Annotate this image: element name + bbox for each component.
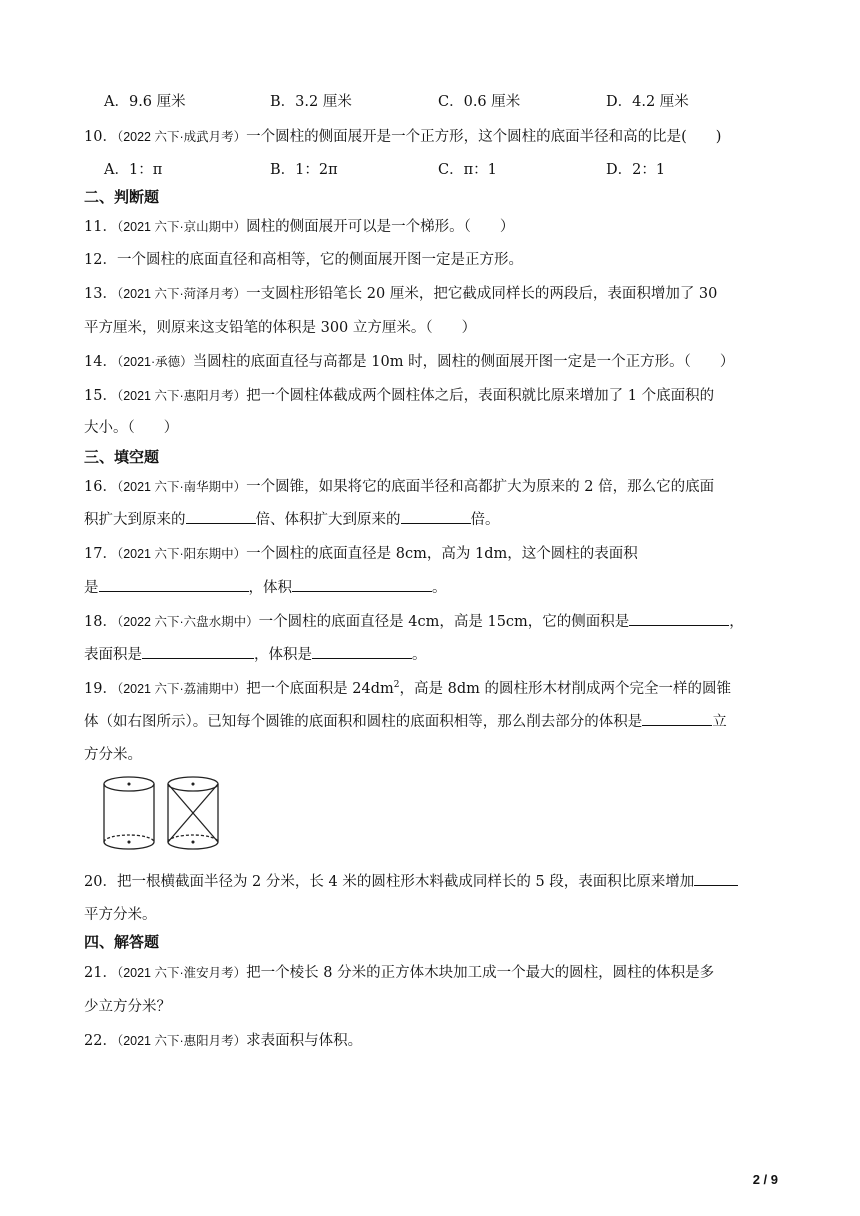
question-text: ，高是 8dm 的圆柱形木材削成两个完全一样的圆锥 [399, 681, 731, 697]
question-source: （2021·承德） [116, 355, 193, 369]
question-text: 倍。 [470, 512, 500, 528]
question-17-cont [84, 576, 784, 597]
question-number: 13． [84, 286, 117, 302]
q9-option-c: C．0.6 厘米 [438, 94, 521, 110]
question-text: 把一根横截面半径为 2 分米，长 4 米的圆柱形木料截成同样长的 5 段，表面积比原来增加 [116, 874, 695, 890]
question-source: （2022 六下·六盘水期中） [116, 615, 259, 629]
question-text: 圆柱的侧面展开可以是一个梯形。（ ） [246, 219, 515, 235]
question-source: （2021 六下·荔浦期中） [116, 682, 247, 696]
question-number: 10． [84, 129, 117, 145]
question-text: ，体积是 [254, 647, 312, 663]
question-16-cont [84, 508, 784, 529]
question-text: 是 [84, 580, 99, 596]
q10-option-d: D．2：1 [606, 162, 666, 178]
question-source: （2021 六下·南华期中） [116, 480, 247, 494]
answer-blank[interactable] [186, 509, 256, 524]
question-text: 一个圆锥，如果将它的底面半径和高都扩大为原来的 2 倍，那么它的底面 [246, 479, 715, 495]
question-source: （2021 六下·淮安月考） [116, 966, 247, 980]
answer-blank[interactable] [142, 644, 254, 659]
answer-blank[interactable] [694, 871, 738, 886]
question-18 [84, 610, 784, 631]
question-14 [84, 350, 784, 371]
question-text: 积扩大到原来的 [84, 512, 186, 528]
question-text: 把一个圆柱体截成两个圆柱体之后，表面积就比原来增加了 1 个底面积的 [246, 388, 715, 404]
question-text: 。 [412, 647, 427, 663]
superscript: 2 [393, 680, 400, 691]
section-heading-judgment: 二、判断题 [84, 188, 160, 206]
question-text: 。 [432, 580, 447, 596]
question-19 [84, 677, 784, 698]
answer-blank[interactable] [401, 509, 471, 524]
question-18-cont [84, 643, 784, 664]
answer-blank[interactable] [99, 577, 249, 592]
question-text: 一个圆柱的底面直径是 8cm，高为 1dm，这个圆柱的表面积 [246, 546, 638, 562]
question-11 [84, 215, 784, 236]
question-text: 立 [712, 714, 727, 730]
question-20-cont [84, 903, 784, 924]
question-source: （2021 六下·菏泽月考） [116, 287, 247, 301]
answer-blank[interactable] [642, 711, 712, 726]
q10-option-b: B．1：2π [270, 162, 338, 178]
q9-option-b: B．3.2 厘米 [270, 94, 352, 110]
question-21-cont [84, 995, 784, 1016]
question-number: 17． [84, 546, 117, 562]
question-number: 16． [84, 479, 117, 495]
question-16 [84, 475, 784, 496]
question-source: （2021 六下·阳东期中） [116, 547, 247, 561]
question-19-cont [84, 710, 784, 731]
answer-blank[interactable] [629, 611, 729, 626]
question-text: 少立方分米？ [84, 999, 171, 1015]
question-number: 18． [84, 614, 117, 630]
question-number: 11． [84, 219, 117, 235]
question-text: 一个圆柱的侧面展开是一个正方形，这个圆柱的底面半径和高的比是( ) [246, 129, 722, 145]
question-source: （2021 六下·惠阳月考） [116, 1034, 247, 1048]
question-text: 平方分米。 [84, 907, 157, 923]
question-text: 倍、体积扩大到原来的 [255, 512, 401, 528]
question-text: 表面积是 [84, 647, 142, 663]
question-13 [84, 282, 784, 303]
question-19-cont2 [84, 743, 784, 764]
section-heading-fill-blank: 三、填空题 [84, 448, 160, 466]
question-text: ， [729, 614, 744, 630]
question-text: 把一个棱长 8 分米的正方体木块加工成一个最大的圆柱，圆柱的体积是多 [246, 965, 715, 981]
section-heading-solve: 四、解答题 [84, 933, 160, 951]
question-text: 一个圆柱的底面直径是 4cm，高是 15cm，它的侧面积是 [258, 614, 630, 630]
question-number: 12． [84, 252, 117, 268]
question-text: 体（如右图所示）。已知每个圆锥的底面积和圆柱的底面积相等，那么削去部分的体积是 [84, 714, 643, 730]
question-text: ，体积 [248, 580, 292, 596]
question-22 [84, 1029, 784, 1050]
question-text: 把一个底面积是 24dm [246, 681, 394, 697]
q10-option-c: C．π：1 [438, 162, 497, 178]
question-source: （2022 六下·成武月考） [116, 130, 247, 144]
question-text: 方分米。 [84, 747, 142, 763]
question-number: 22． [84, 1033, 117, 1049]
question-15-cont [84, 416, 784, 437]
question-17 [84, 542, 784, 563]
q9-option-d: D．4.2 厘米 [606, 94, 689, 110]
question-source: （2021 六下·惠阳月考） [116, 389, 247, 403]
question-text: 当圆柱的底面直径与高都是 10m 时，圆柱的侧面展开图一定是一个正方形。（ ） [192, 354, 735, 370]
question-text: 平方厘米，则原来这支铅笔的体积是 300 立方厘米。（ ） [84, 320, 477, 336]
question-number: 21． [84, 965, 117, 981]
question-12 [84, 248, 784, 269]
question-number: 19． [84, 681, 117, 697]
q9-option-a: A．9.6 厘米 [104, 94, 186, 110]
question-20 [84, 870, 784, 891]
question-text: 大小。（ ） [84, 420, 179, 436]
question-text: 一支圆柱形铅笔长 20 厘米，把它截成同样长的两段后，表面积增加了 30 [246, 286, 718, 302]
page-number: 2 / 9 [752, 1172, 778, 1187]
question-number: 15． [84, 388, 117, 404]
question-number: 20． [84, 874, 117, 890]
question-text: 一个圆柱的底面直径和高相等，它的侧面展开图一定是正方形。 [116, 252, 523, 268]
question-21 [84, 961, 784, 982]
question-13-cont [84, 316, 784, 337]
question-10 [84, 125, 784, 146]
question-source: （2021 六下·京山期中） [116, 220, 247, 234]
answer-blank[interactable] [292, 577, 432, 592]
question-number: 14． [84, 354, 117, 370]
question-text: 求表面积与体积。 [246, 1033, 363, 1049]
answer-blank[interactable] [312, 644, 412, 659]
cylinder-cone-figure [96, 772, 226, 854]
q10-option-a: A．1：π [104, 162, 163, 178]
question-15 [84, 384, 784, 405]
